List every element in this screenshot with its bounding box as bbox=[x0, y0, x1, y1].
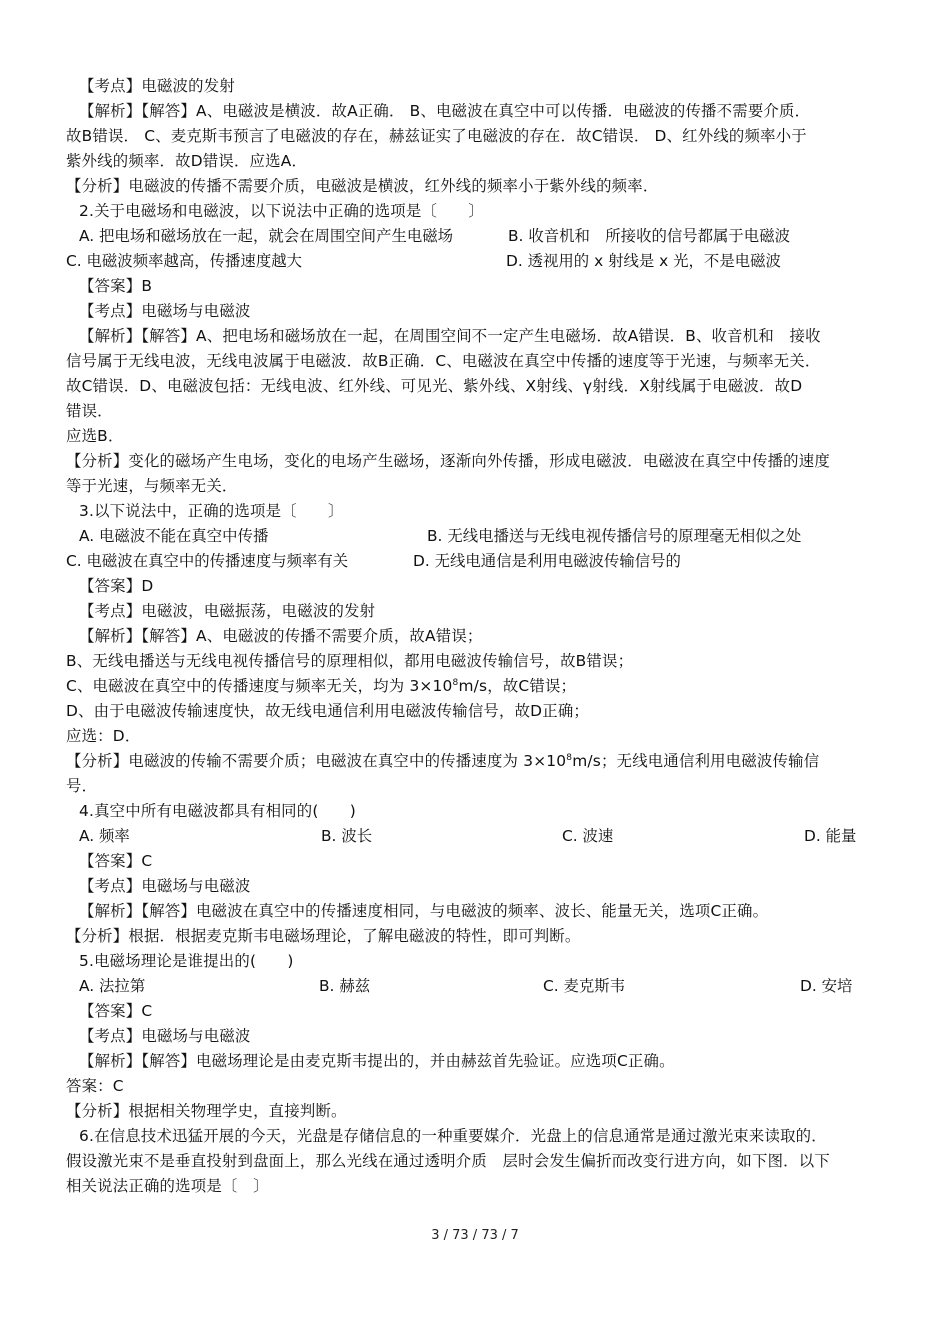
jiexi-line: 【解析】【解答】电磁波在真空中的传播速度相同，与电磁波的频率、波长、能量无关，选项C正确。 bbox=[79, 902, 769, 920]
jiexi-line: 【解析】【解答】A、电磁波的传播不需要介质，故A错误； bbox=[79, 627, 483, 645]
fenxi-line: 【分析】电磁波的传播不需要介质，电磁波是横波，红外线的频率小于紫外线的频率． bbox=[66, 177, 659, 195]
question-5: 5.电磁场理论是谁提出的( ) bbox=[79, 952, 294, 970]
jiexi-line: 故C错误．D、电磁波包括：无线电波、红外线、可见光、紫外线、X射线、γ射线．X射线属于电磁波．故D bbox=[66, 377, 803, 395]
page-number: 3 / 73 / 73 / 7 bbox=[431, 1228, 519, 1243]
q3-option-c: C. 电磁波在真空中的传播速度与频率有关 bbox=[66, 552, 349, 570]
fenxi-line: 等于光速，与频率无关． bbox=[66, 477, 238, 495]
answer-line: 【答案】B bbox=[79, 277, 153, 295]
choice-line: 应选B． bbox=[66, 427, 124, 445]
kaodian-line: 【考点】电磁场与电磁波 bbox=[79, 877, 251, 895]
q2-option-b: B. 收音机和 所接收的信号都属于电磁波 bbox=[508, 227, 790, 245]
jiexi-line: 信号属于无线电波，无线电波属于电磁波．故B正确．C、电磁波在真空中传播的速度等于光速，与频率无关． bbox=[66, 352, 821, 370]
fenxi-line: 号． bbox=[66, 777, 98, 795]
q4-option-c: C. 波速 bbox=[562, 827, 614, 845]
fenxi-line: 【分析】根据相关物理学史，直接判断。 bbox=[66, 1102, 347, 1120]
jiexi-line: 【解析】【解答】A、把电场和磁场放在一起，在周围空间不一定产生电磁场．故A错误．B、收音机和 接收 bbox=[79, 327, 821, 345]
q4-option-d: D. 能量 bbox=[804, 827, 857, 845]
q4-option-b: B. 波长 bbox=[321, 827, 373, 845]
question-3: 3.以下说法中，正确的选项是〔 〕 bbox=[79, 502, 344, 520]
q2-option-a: A. 把电场和磁场放在一起，就会在周围空间产生电磁场 bbox=[79, 227, 454, 245]
q2-option-d: D. 透视用的 x 射线是 x 光，不是电磁波 bbox=[506, 252, 781, 270]
q3-option-b: B. 无线电播送与无线电视传播信号的原理毫无相似之处 bbox=[427, 527, 802, 545]
question-6-text: 假设激光束不是垂直投射到盘面上，那么光线在通过透明介质 层时会发生偏折而改变行进方向，如下图．以下 bbox=[66, 1152, 830, 1170]
q3-option-a: A. 电磁波不能在真空中传播 bbox=[79, 527, 269, 545]
question-6: 6.在信息技术迅猛开展的今天，光盘是存储信息的一种重要媒介．光盘上的信息通常是通过激光束来读取的． bbox=[79, 1127, 827, 1145]
jiexi-line: D、由于电磁波传输速度快，故无线电通信利用电磁波传输信号，故D正确； bbox=[66, 702, 590, 720]
fenxi-line: 【分析】根据．根据麦克斯韦电磁场理论，了解电磁波的特性，即可判断。 bbox=[66, 927, 581, 945]
kaodian-line: 【考点】电磁波，电磁振荡，电磁波的发射 bbox=[79, 602, 376, 620]
q5-option-b: B. 赫兹 bbox=[319, 977, 371, 995]
answer-line: 【答案】C bbox=[79, 852, 153, 870]
fenxi-line: 【分析】变化的磁场产生电场，变化的电场产生磁场，逐渐向外传播，形成电磁波．电磁波在真空中传播的速度 bbox=[66, 452, 830, 470]
jiexi-line: 故B错误． C、麦克斯韦预言了电磁波的存在，赫兹证实了电磁波的存在．故C错误． D、红外线的频率小于 bbox=[66, 127, 807, 145]
kaodian-line: 【考点】电磁场与电磁波 bbox=[79, 1027, 251, 1045]
jiexi-line: B、无线电播送与无线电视传播信号的原理相似，都用电磁波传输信号，故B错误； bbox=[66, 652, 634, 670]
q5-option-d: D. 安培 bbox=[800, 977, 853, 995]
q2-option-c: C. 电磁波频率越高，传播速度越大 bbox=[66, 252, 302, 270]
kaodian-line: 【考点】电磁场与电磁波 bbox=[79, 302, 251, 320]
answer-line: 【答案】D bbox=[79, 577, 154, 595]
answer-line: 【答案】C bbox=[79, 1002, 153, 1020]
fenxi-line: 【分析】电磁波的传输不需要介质；电磁波在真空中的传播速度为 $3\times 10^8m/s$；无线电通信利用电磁波传输信 bbox=[66, 752, 820, 770]
choice-line: 应选：D． bbox=[66, 727, 141, 745]
jiexi-line: 【解析】【解答】A、电磁波是横波．故A正确． B、电磁波在真空中可以传播．电磁波的传播不需要介质． bbox=[79, 102, 811, 120]
kaodian-line: 【考点】电磁波的发射 bbox=[79, 77, 235, 95]
jiexi-line: 紫外线的频率．故D错误．应选A． bbox=[66, 152, 308, 170]
answer-line: 答案：C bbox=[66, 1077, 124, 1095]
question-6-text: 相关说法正确的选项是〔 〕 bbox=[66, 1177, 269, 1195]
question-4: 4.真空中所有电磁波都具有相同的( ) bbox=[79, 802, 356, 820]
q5-option-c: C. 麦克斯韦 bbox=[543, 977, 626, 995]
jiexi-line: 【解析】【解答】电磁场理论是由麦克斯韦提出的，并由赫兹首先验证。应选项C正确。 bbox=[79, 1052, 675, 1070]
q5-option-a: A. 法拉第 bbox=[79, 977, 146, 995]
question-2: 2.关于电磁场和电磁波，以下说法中正确的选项是〔 〕 bbox=[79, 202, 484, 220]
q4-option-a: A. 频率 bbox=[79, 827, 130, 845]
jiexi-line: 错误． bbox=[66, 402, 113, 420]
q3-option-d: D. 无线电通信是利用电磁波传输信号的 bbox=[413, 552, 681, 570]
jiexi-line: C、电磁波在真空中的传播速度与频率无关，均为 $3\times 10^8m/s$，故C错误； bbox=[66, 677, 577, 695]
